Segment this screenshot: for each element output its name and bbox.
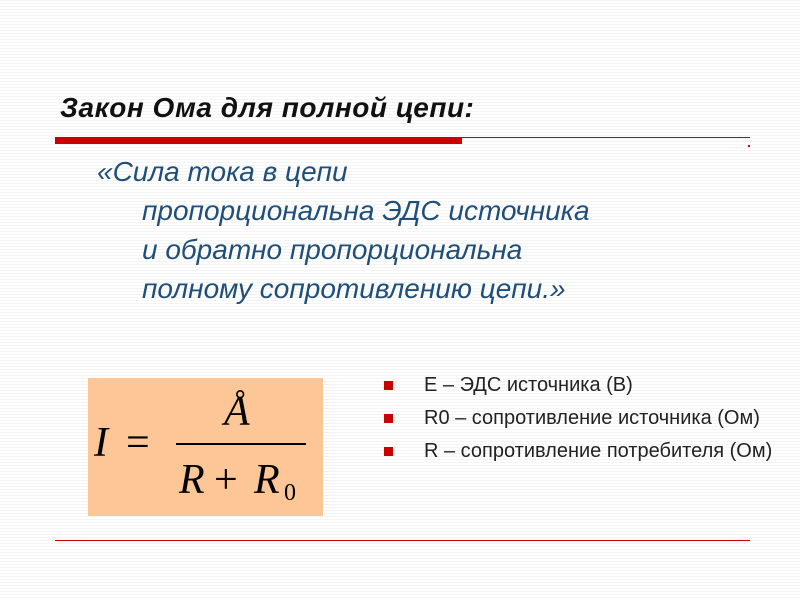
quote-line-2: пропорциональна ЭДС источника <box>142 195 590 226</box>
bullet-icon <box>384 381 393 390</box>
bullet-icon <box>384 447 393 456</box>
legend-item-label: R0 – сопротивление источника (Ом) <box>424 407 760 429</box>
formula-current: I <box>94 420 108 466</box>
quote-line-1: «Сила тока в цепи <box>97 156 348 187</box>
quote-line-3: и обратно пропорциональна <box>142 234 523 265</box>
quote-line-4: полному сопротивлению цепи.» <box>142 273 566 304</box>
legend-item-label: R – сопротивление потребителя (Ом) <box>424 440 773 462</box>
legend-item-label: Е – ЭДС источника (В) <box>424 374 633 396</box>
title-underline-dot <box>748 145 750 147</box>
bullet-icon <box>384 414 393 423</box>
formula-source-resistance: R <box>254 457 280 503</box>
formula-plus: + <box>214 457 238 503</box>
ohm-law-formula <box>88 378 323 516</box>
formula-box <box>88 378 323 516</box>
title-underline-thick <box>55 138 462 144</box>
legend-item-emf <box>384 372 774 398</box>
variable-legend <box>384 372 774 471</box>
legend-item-load-resistance <box>384 438 774 464</box>
slide-title: Закон Ома для полной цепи: <box>60 92 475 123</box>
legend-item-source-resistance <box>384 405 774 431</box>
formula-equals: = <box>126 420 150 466</box>
law-quote <box>97 152 777 308</box>
formula-subscript: 0 <box>284 480 296 506</box>
formula-load-resistance: R <box>179 457 205 503</box>
formula-emf: Å <box>224 389 250 435</box>
bottom-rule <box>55 540 750 541</box>
